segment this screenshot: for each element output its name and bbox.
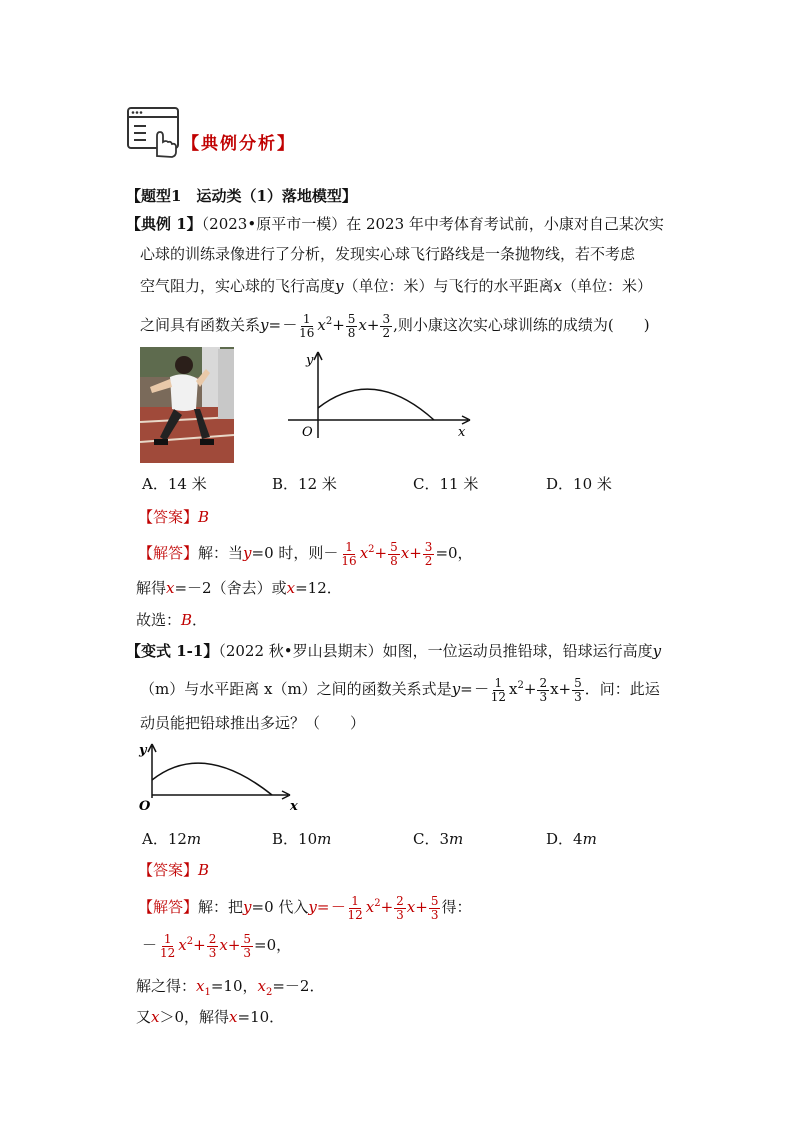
graph-y-label: y [306,353,314,368]
shot-put-photo [140,347,234,463]
example1-option-a: A．14 米 [142,475,207,493]
athlete-image [140,347,234,463]
tutorial-icon [126,106,180,158]
example1-option-b: B．12 米 [272,475,337,493]
variant1-solution-line1: 【解答】解：把y=0 代入y=－ $\frac{1}{12}$ $x^2+$ $\frac{2}{3}$ x+ $\frac{5}{3}$ 得： [138,893,472,922]
example1-option-c: C．11 米 [413,475,479,493]
example1-line1: 【典例 1】（2023•原平市一模）在 2023 年中考体育考试前，小康对自己某次实 [126,215,664,233]
example1-parabola-graph [288,350,473,442]
graph-y-label: y [139,743,147,758]
example1-line3: 空气阻力，实心球的飞行高度y（单位：米）与飞行的水平距离x（单位：米） [140,277,652,295]
graph-x-label: x [290,799,298,812]
parabola-curve [152,763,272,795]
example1-answer: 【答案】B [138,508,210,526]
example1-solution-line3: 故选：B． [136,611,208,629]
header-title: 【典例分析】 [182,134,296,154]
variant1-solution-line2: － $\frac{1}{12}$ $x^2+$ $\frac{2}{3}$ x+ $\frac{5}{3}$ =0， [142,931,292,960]
example1-solution-line2: 解得x=－2（舍去）或x=12． [136,579,342,597]
variant1-solution-line4: 又x＞0，解得x=10． [136,1008,285,1026]
variant1-answer: 【答案】B [138,861,210,879]
variant1-option-b: B．10m [272,830,332,848]
parabola-curve [318,389,434,420]
example1-line4-equation: 之间具有函数关系y=－ $\frac{1}{16}$ $x^2+$ $\frac{5}{8}$ x+ $\frac{3}{2}$ ,则小康这次实心球训练的成绩为( ) [140,311,650,340]
variant1-line2-equation: （m）与水平距离 x（m）之间的函数关系式是y=－ $\frac{1}{12}$ $x^2+$ $\frac{2}{3}$ x+ $\frac{5}{3}$ ．问：此运 [140,675,660,704]
variant1-parabola-graph [138,742,308,812]
variant1-option-d: D．4m [546,830,597,848]
example1-tag: 【典例 1】 [126,215,202,233]
variant1-line3: 动员能把铅球推出多远？（ ） [140,714,366,732]
variant1-tag: 【变式 1-1】 [126,642,219,660]
variant1-option-a: A．12m [142,830,202,848]
graph-x-label: x [458,425,466,440]
variant1-option-c: C．3m [413,830,464,848]
example1-option-d: D．10 米 [546,475,612,493]
section-header [126,106,296,158]
graph-origin-label: O [139,799,151,812]
variant1-line1: 【变式 1-1】（2022 秋•罗山县期末）如图，一位运动员推铅球，铅球运行高度y [126,642,662,660]
variant1-solution-line3: 解之得：$x_1=10$，$x_2=-2$． [136,977,325,998]
graph-origin-label: O [302,425,313,440]
section-title: 【题型1 运动类（1）落地模型】 [126,187,357,205]
example1-solution-line1: 【解答】解：当y=0 时，则－ $\frac{1}{16}$ $x^2+$ $\frac{5}{8}$ x+ $\frac{3}{2}$ =0， [138,539,473,568]
example1-line2: 心球的训练录像进行了分析，发现实心球飞行路线是一条抛物线，若不考虑 [140,245,636,263]
